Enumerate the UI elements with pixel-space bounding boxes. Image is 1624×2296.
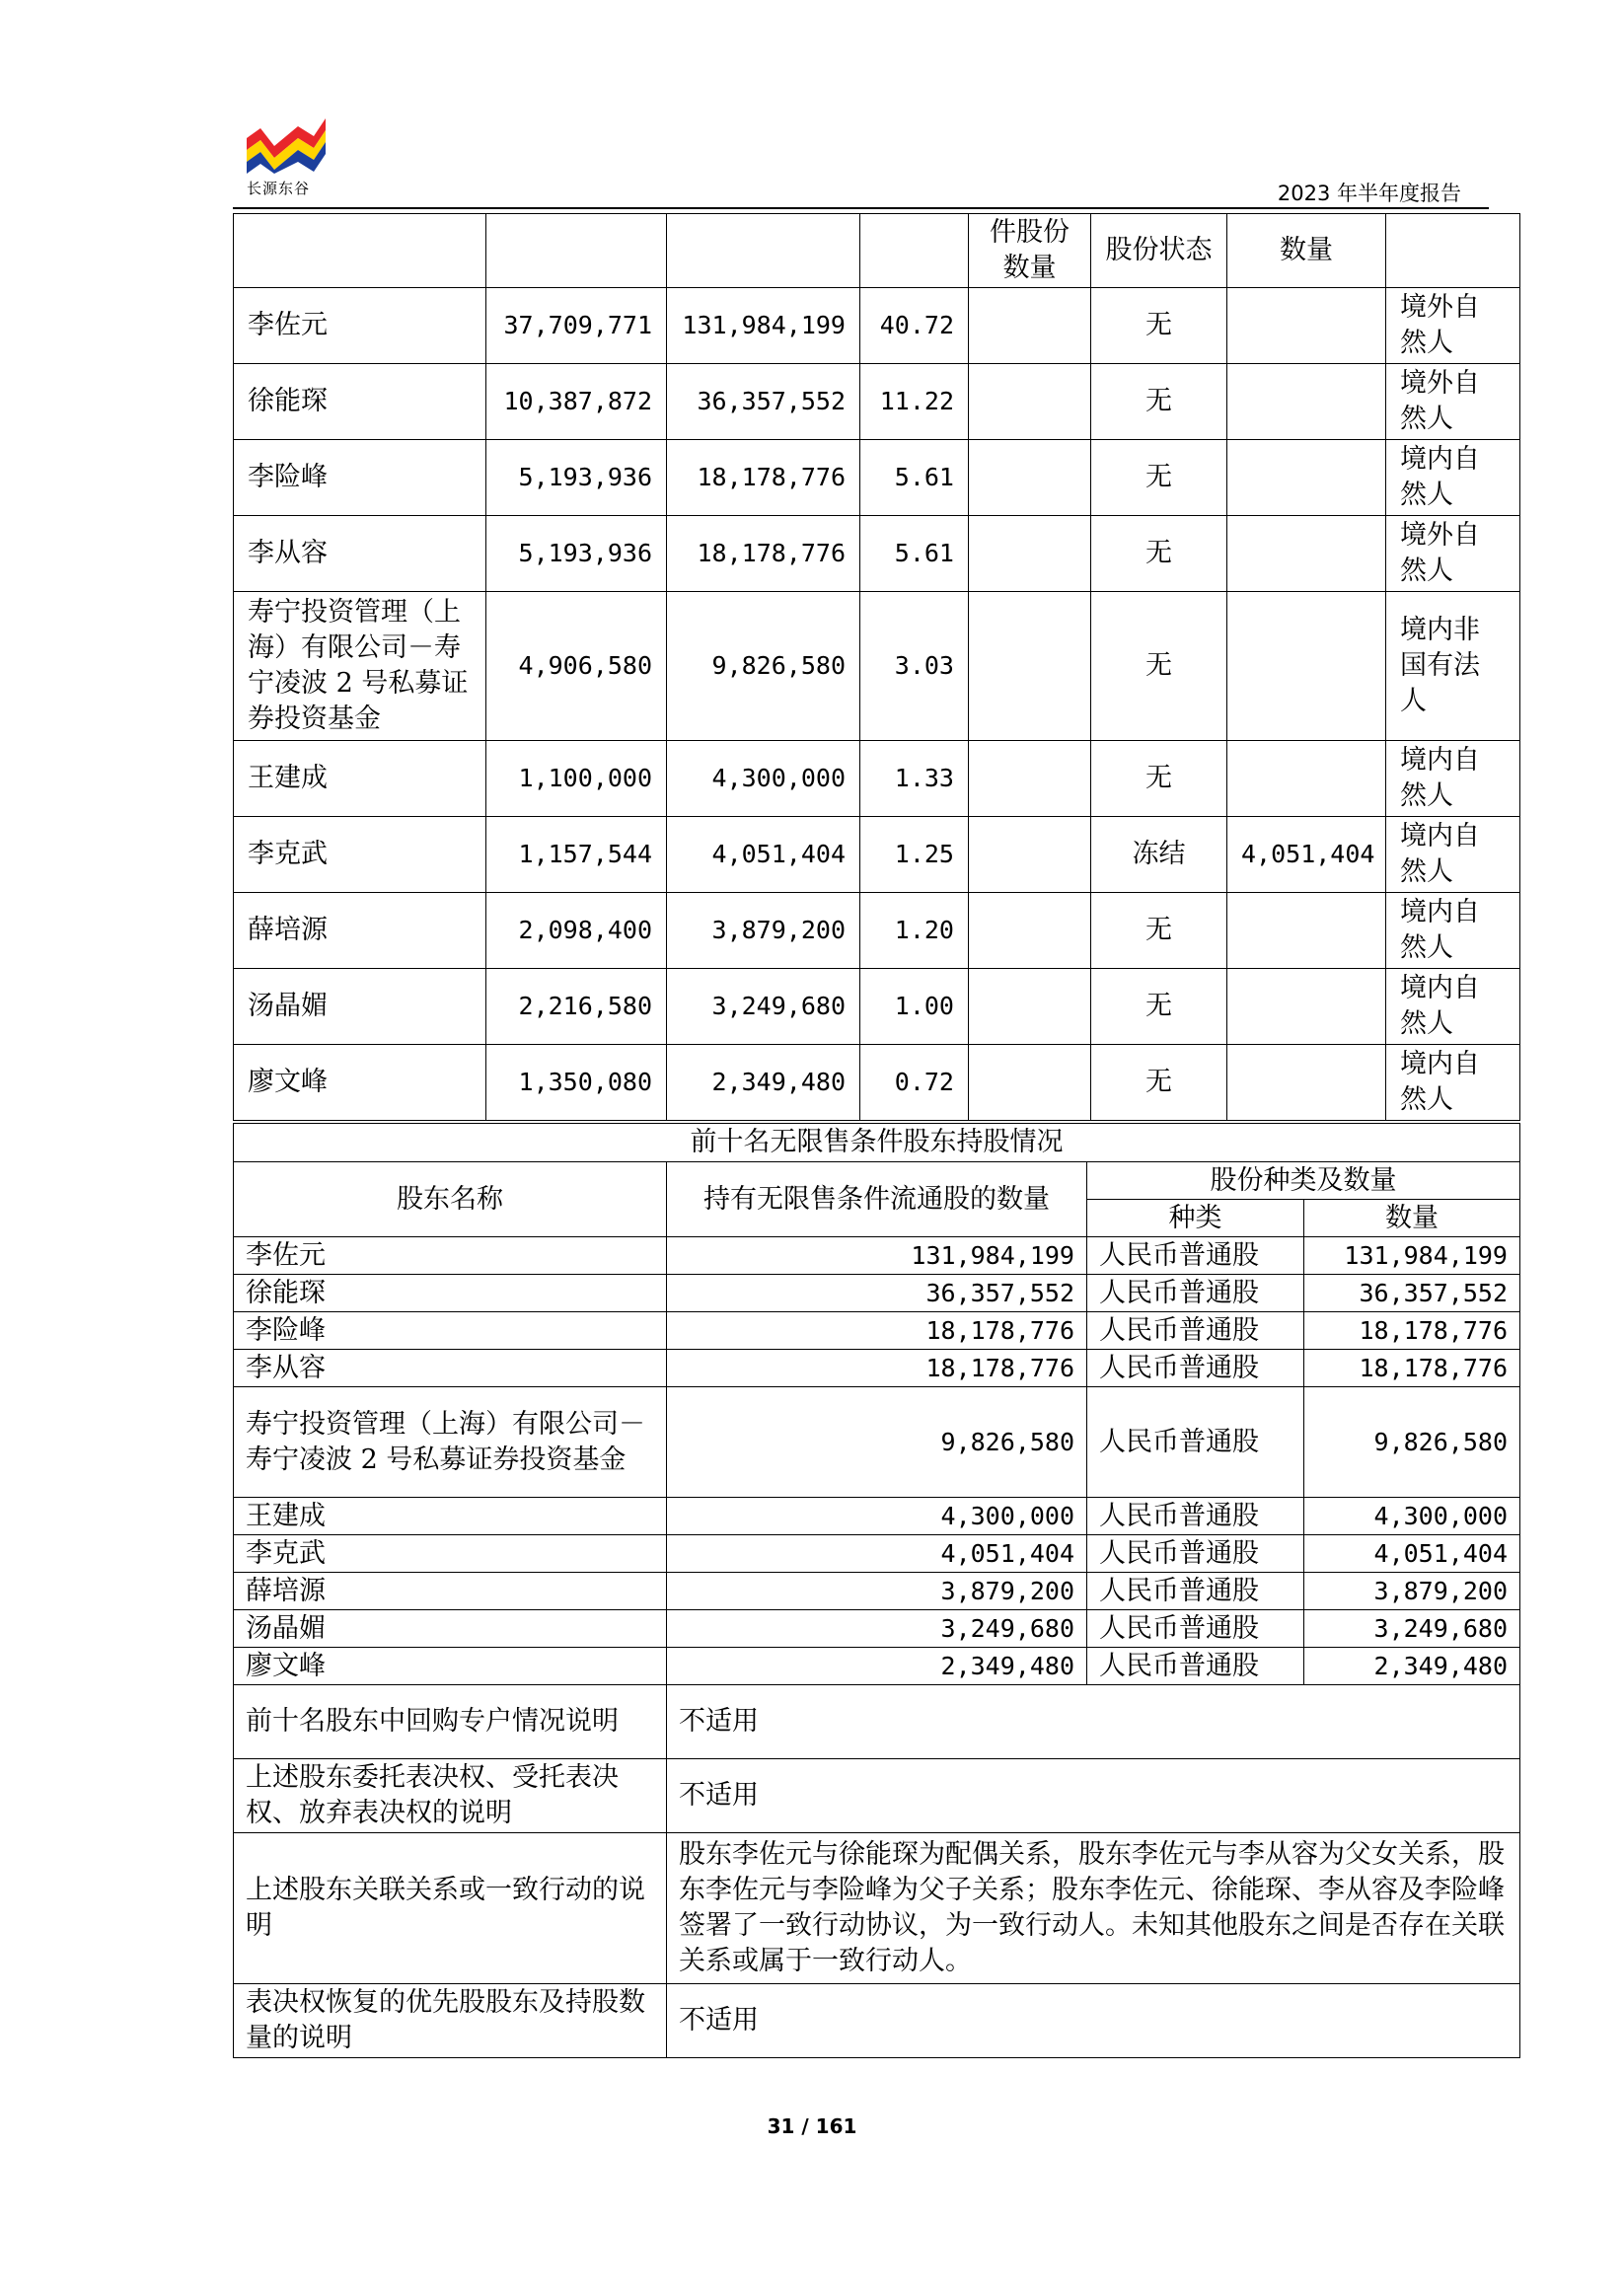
holding-pct: 1.00 [860, 969, 969, 1045]
share-quantity: 131,984,199 [1304, 1237, 1520, 1275]
holding-pct: 1.25 [860, 817, 969, 893]
header-cell-quantity: 数量 [1227, 214, 1386, 288]
shareholder-nature: 境外自然人 [1386, 364, 1520, 440]
holding-pct: 0.72 [860, 1045, 969, 1121]
header-cell [486, 214, 667, 288]
note-label: 前十名股东中回购专户情况说明 [234, 1685, 667, 1759]
pledge-status: 无 [1091, 364, 1227, 440]
table-row [234, 817, 1520, 893]
pledge-status: 无 [1091, 440, 1227, 516]
header-share-class-and-qty: 股份种类及数量 [1087, 1162, 1520, 1200]
holding-pct: 40.72 [860, 288, 969, 364]
shares-held: 4,300,000 [667, 741, 860, 817]
note-label: 上述股东关联关系或一致行动的说明 [234, 1833, 667, 1984]
table-row [234, 1312, 1520, 1350]
table-row [234, 288, 1520, 364]
holding-pct: 1.33 [860, 741, 969, 817]
holding-pct: 1.20 [860, 893, 969, 969]
change-amount: 4,906,580 [486, 592, 667, 741]
shares-held: 131,984,199 [667, 288, 860, 364]
share-class: 人民币普通股 [1087, 1573, 1304, 1610]
share-class: 人民币普通股 [1087, 1387, 1304, 1498]
header-shareholder-name: 股东名称 [234, 1162, 667, 1237]
restricted-shares [969, 893, 1091, 969]
pledge-qty [1227, 288, 1386, 364]
pledge-qty [1227, 893, 1386, 969]
restricted-shares [969, 364, 1091, 440]
page-number: 31 / 161 [767, 2114, 857, 2138]
share-quantity: 36,357,552 [1304, 1275, 1520, 1312]
pledge-status: 无 [1091, 893, 1227, 969]
pledge-qty [1227, 969, 1386, 1045]
table-row [234, 1237, 1520, 1275]
restricted-shares [969, 969, 1091, 1045]
table-row [234, 741, 1520, 817]
holding-pct: 5.61 [860, 516, 969, 592]
shareholder-name: 徐能琛 [234, 364, 486, 440]
table-row [234, 364, 1520, 440]
shareholder-name: 廖文峰 [234, 1045, 486, 1121]
holding-pct: 5.61 [860, 440, 969, 516]
shareholder-name: 李从容 [234, 516, 486, 592]
share-quantity: 18,178,776 [1304, 1350, 1520, 1387]
shares-held: 18,178,776 [667, 516, 860, 592]
logo-stripes-icon [245, 116, 328, 174]
report-title: 2023 年半年度报告 [1277, 182, 1461, 205]
share-class: 人民币普通股 [1087, 1610, 1304, 1648]
share-class: 人民币普通股 [1087, 1648, 1304, 1685]
note-label: 表决权恢复的优先股股东及持股数量的说明 [234, 1984, 667, 2058]
shareholder-nature: 境外自然人 [1386, 288, 1520, 364]
share-quantity: 18,178,776 [1304, 1312, 1520, 1350]
restricted-shares [969, 741, 1091, 817]
shareholder-name: 李险峰 [234, 1312, 667, 1350]
note-value: 股东李佐元与徐能琛为配偶关系，股东李佐元与李从容为父女关系，股东李佐元与李险峰为父子关系；股东李佐元、徐能琛、李从容及李险峰签署了一致行动协议，为一致行动人。未知其他股东之间是否存在关联关系或属于一致行动人。 [667, 1833, 1520, 1984]
table-row [234, 1648, 1520, 1685]
section-title: 前十名无限售条件股东持股情况 [234, 1124, 1520, 1162]
holding-pct: 3.03 [860, 592, 969, 741]
change-amount: 1,157,544 [486, 817, 667, 893]
header-cell [860, 214, 969, 288]
share-quantity: 3,879,200 [1304, 1573, 1520, 1610]
header-cell [1386, 214, 1520, 288]
note-row [234, 1984, 1520, 2058]
shareholder-nature: 境内非国有法人 [1386, 592, 1520, 741]
table-row [234, 1610, 1520, 1648]
pledge-status: 无 [1091, 741, 1227, 817]
holding-pct: 11.22 [860, 364, 969, 440]
shareholder-name: 寿宁投资管理（上海）有限公司－寿宁凌波 2 号私募证券投资基金 [234, 592, 486, 741]
pledge-qty [1227, 1045, 1386, 1121]
header-quantity: 数量 [1304, 1200, 1520, 1237]
shareholder-name: 汤晶媚 [234, 1610, 667, 1648]
company-logo [245, 116, 333, 198]
unrestricted-shares: 3,879,200 [667, 1573, 1087, 1610]
shareholder-nature: 境内自然人 [1386, 1045, 1520, 1121]
table-row [234, 893, 1520, 969]
share-class: 人民币普通股 [1087, 1275, 1304, 1312]
restricted-shares [969, 817, 1091, 893]
share-quantity: 9,826,580 [1304, 1387, 1520, 1498]
table-header-row [234, 1162, 1520, 1200]
unrestricted-shares: 18,178,776 [667, 1350, 1087, 1387]
pledge-qty: 4,051,404 [1227, 817, 1386, 893]
note-value: 不适用 [667, 1984, 1520, 2058]
top-shareholders-table [233, 213, 1520, 1121]
change-amount: 5,193,936 [486, 440, 667, 516]
header-cell [234, 214, 486, 288]
pledge-status: 无 [1091, 516, 1227, 592]
note-row [234, 1759, 1520, 1833]
note-value: 不适用 [667, 1759, 1520, 1833]
table-row [234, 1498, 1520, 1535]
table-row [234, 1535, 1520, 1573]
header-share-class: 种类 [1087, 1200, 1304, 1237]
share-quantity: 2,349,480 [1304, 1648, 1520, 1685]
shareholder-name: 李从容 [234, 1350, 667, 1387]
share-quantity: 4,300,000 [1304, 1498, 1520, 1535]
unrestricted-shares: 36,357,552 [667, 1275, 1087, 1312]
shareholder-name: 李佐元 [234, 288, 486, 364]
note-row [234, 1685, 1520, 1759]
table-row [234, 592, 1520, 741]
change-amount: 1,100,000 [486, 741, 667, 817]
shareholder-name: 李克武 [234, 1535, 667, 1573]
shareholder-name: 汤晶媚 [234, 969, 486, 1045]
change-amount: 5,193,936 [486, 516, 667, 592]
note-value: 不适用 [667, 1685, 1520, 1759]
pledge-qty [1227, 516, 1386, 592]
pledge-status: 冻结 [1091, 817, 1227, 893]
shareholder-nature: 境内自然人 [1386, 440, 1520, 516]
table-row [234, 1350, 1520, 1387]
unrestricted-shares: 18,178,776 [667, 1312, 1087, 1350]
pledge-qty [1227, 364, 1386, 440]
shareholder-nature: 境内自然人 [1386, 893, 1520, 969]
unrestricted-shares: 4,300,000 [667, 1498, 1087, 1535]
table-row [234, 1573, 1520, 1610]
share-class: 人民币普通股 [1087, 1535, 1304, 1573]
shareholder-name: 李险峰 [234, 440, 486, 516]
shareholder-name: 薛培源 [234, 1573, 667, 1610]
pledge-status: 无 [1091, 969, 1227, 1045]
logo-text: 长源东谷 [247, 180, 311, 197]
header-unrestricted-shares: 持有无限售条件流通股的数量 [667, 1162, 1087, 1237]
unrestricted-shares: 3,249,680 [667, 1610, 1087, 1648]
restricted-shares [969, 592, 1091, 741]
share-class: 人民币普通股 [1087, 1237, 1304, 1275]
table-row [234, 969, 1520, 1045]
shareholder-nature: 境内自然人 [1386, 817, 1520, 893]
pledge-status: 无 [1091, 592, 1227, 741]
shareholder-nature: 境内自然人 [1386, 741, 1520, 817]
restricted-shares [969, 1045, 1091, 1121]
share-quantity: 3,249,680 [1304, 1610, 1520, 1648]
unrestricted-shareholders-table [233, 1123, 1520, 2058]
unrestricted-shares: 2,349,480 [667, 1648, 1087, 1685]
shares-held: 18,178,776 [667, 440, 860, 516]
shareholder-name: 王建成 [234, 1498, 667, 1535]
shareholder-name: 廖文峰 [234, 1648, 667, 1685]
table-row [234, 1045, 1520, 1121]
table-row [234, 440, 1520, 516]
shares-held: 2,349,480 [667, 1045, 860, 1121]
table-row [234, 1387, 1520, 1498]
shareholder-nature: 境内自然人 [1386, 969, 1520, 1045]
pledge-status: 无 [1091, 1045, 1227, 1121]
restricted-shares [969, 288, 1091, 364]
header-cell-restricted: 件股份数量 [969, 214, 1091, 288]
unrestricted-shares: 4,051,404 [667, 1535, 1087, 1573]
change-amount: 2,216,580 [486, 969, 667, 1045]
change-amount: 10,387,872 [486, 364, 667, 440]
shares-held: 3,249,680 [667, 969, 860, 1045]
unrestricted-shares: 131,984,199 [667, 1237, 1087, 1275]
shareholder-nature: 境外自然人 [1386, 516, 1520, 592]
shares-held: 36,357,552 [667, 364, 860, 440]
restricted-shares [969, 440, 1091, 516]
shareholder-name: 李佐元 [234, 1237, 667, 1275]
header-cell-status: 股份状态 [1091, 214, 1227, 288]
table-row [234, 516, 1520, 592]
note-label: 上述股东委托表决权、受托表决权、放弃表决权的说明 [234, 1759, 667, 1833]
shareholder-name: 寿宁投资管理（上海）有限公司－寿宁凌波 2 号私募证券投资基金 [234, 1387, 667, 1498]
change-amount: 2,098,400 [486, 893, 667, 969]
shareholder-name: 李克武 [234, 817, 486, 893]
share-class: 人民币普通股 [1087, 1312, 1304, 1350]
shareholder-name: 薛培源 [234, 893, 486, 969]
change-amount: 1,350,080 [486, 1045, 667, 1121]
note-row [234, 1833, 1520, 1984]
pledge-qty [1227, 741, 1386, 817]
share-class: 人民币普通股 [1087, 1498, 1304, 1535]
section-title-row [234, 1124, 1520, 1162]
change-amount: 37,709,771 [486, 288, 667, 364]
table-header-row [234, 214, 1520, 288]
pledge-qty [1227, 440, 1386, 516]
pledge-status: 无 [1091, 288, 1227, 364]
unrestricted-shares: 9,826,580 [667, 1387, 1087, 1498]
header-divider [233, 207, 1489, 209]
share-quantity: 4,051,404 [1304, 1535, 1520, 1573]
header-cell [667, 214, 860, 288]
shares-held: 9,826,580 [667, 592, 860, 741]
shareholder-name: 王建成 [234, 741, 486, 817]
shareholder-name: 徐能琛 [234, 1275, 667, 1312]
table-row [234, 1275, 1520, 1312]
pledge-qty [1227, 592, 1386, 741]
shares-held: 4,051,404 [667, 817, 860, 893]
restricted-shares [969, 516, 1091, 592]
shares-held: 3,879,200 [667, 893, 860, 969]
share-class: 人民币普通股 [1087, 1350, 1304, 1387]
